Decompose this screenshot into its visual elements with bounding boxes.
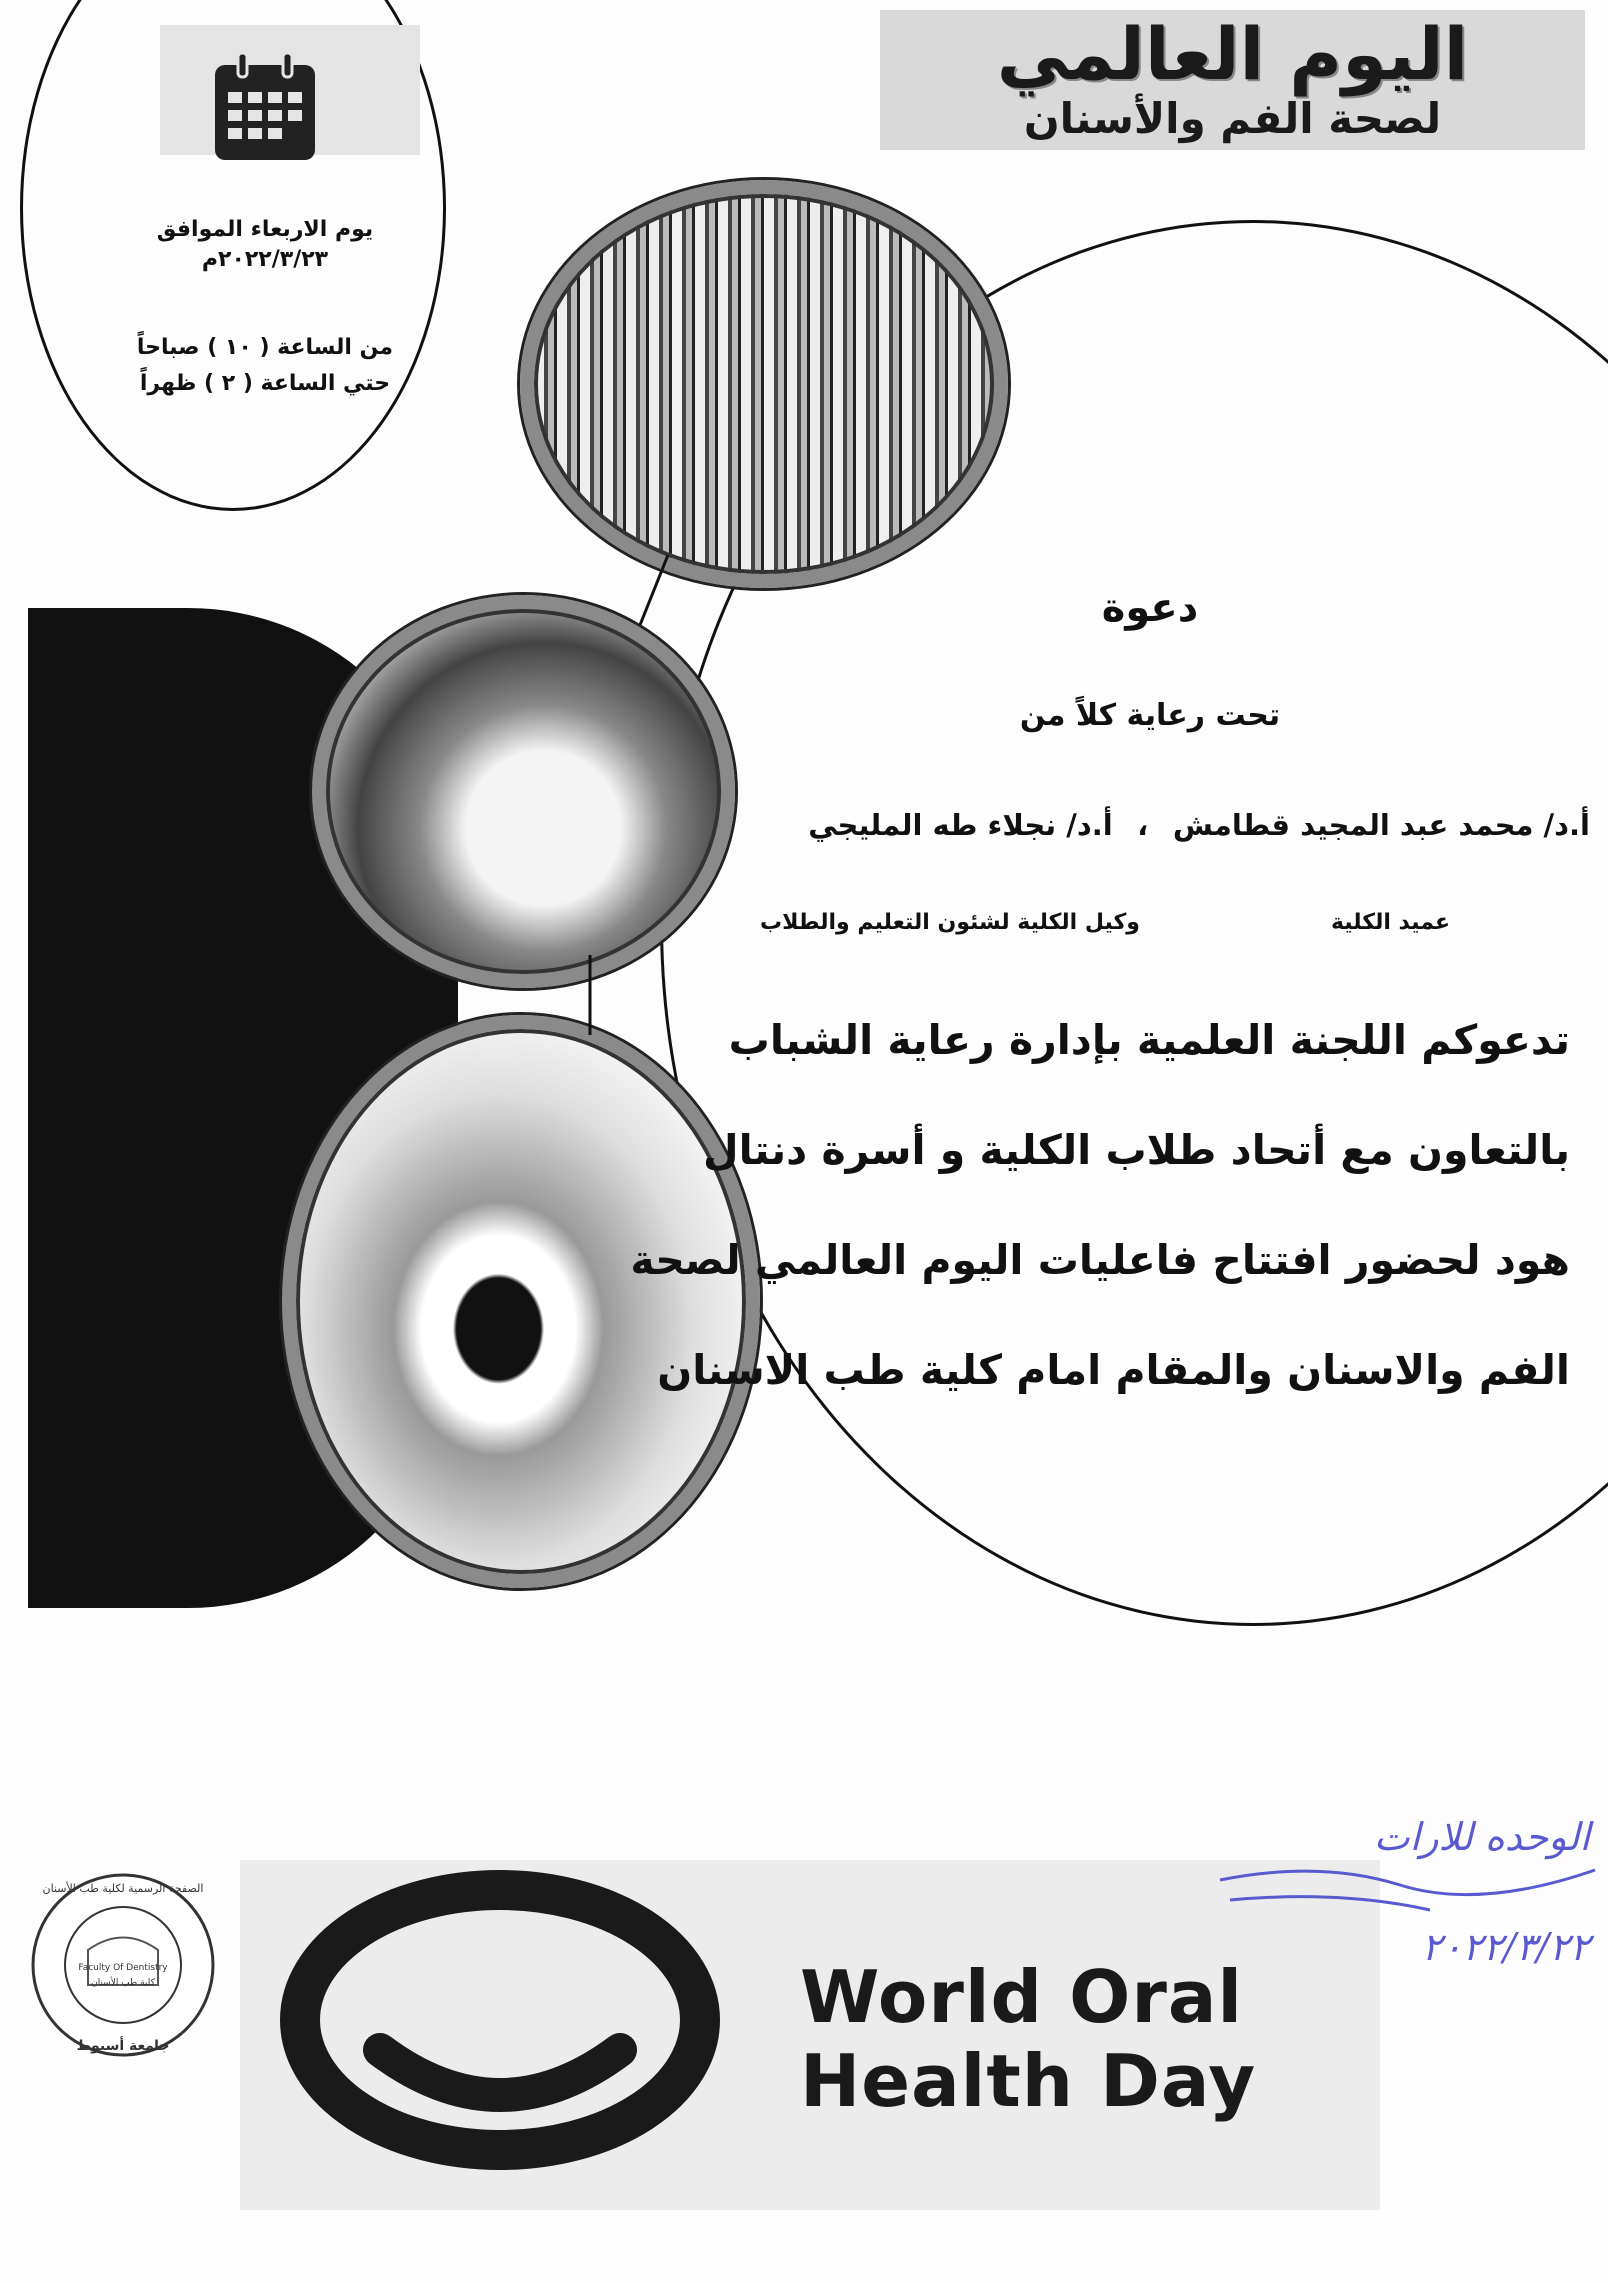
patrons-positions [760, 910, 1450, 935]
patron-position-2: وكيل الكلية لشئون التعليم والطلاب [760, 910, 1140, 935]
event-time-to: حتي الساعة ( ٢ ) ظهراً [139, 371, 391, 396]
patron-name-1: أ.د/ محمد عبد المجيد قطامش [1172, 808, 1590, 842]
wohd-line-1: World Oral [800, 1955, 1244, 2039]
event-date-value: ٢٠٢٢/٣/٢٣م [201, 247, 329, 272]
handwritten-date: ٢٠٢٢/٣/٢٢ [1421, 1925, 1590, 1969]
invitation-body-line: تدعوكم اللجنة العلمية بإدارة رعاية الشباب [728, 1016, 1570, 1064]
patrons-names [760, 808, 1590, 842]
world-oral-health-day-logo [270, 1870, 730, 2180]
event-date [100, 215, 430, 275]
header-title: اليوم العالمي [996, 12, 1469, 96]
seal-center-ar: كلية طب الأسنان [91, 1978, 155, 1988]
faculty-seal [28, 1870, 218, 2060]
names-separator: ، [1137, 808, 1149, 842]
calendar-icon [210, 50, 320, 165]
invitation-heading: دعوة [1101, 585, 1199, 631]
invitation-body-line: هود لحضور افتتاح فاعليات اليوم العالمي لصحة [630, 1236, 1570, 1284]
handwritten-text: الوحده للارات [1373, 1815, 1590, 1859]
patronage-line: تحت رعاية كلاً من [1019, 698, 1281, 733]
event-time [100, 330, 430, 402]
header-subtitle: لصحة الفم والأسنان [1023, 94, 1442, 143]
patron-position-1: عميد الكلية [1330, 910, 1450, 935]
seal-ring-top: الصفحة الرسمية لكلية طب الأسنان [42, 1882, 204, 1895]
invitation-body-line: بالتعاون مع أتحاد طلاب الكلية و أسرة دنتال [703, 1126, 1570, 1174]
wohd-line-2: Health Day [800, 2039, 1257, 2123]
patron-name-2: أ.د/ نجلاء طه المليجي [808, 808, 1113, 842]
header-banner [880, 10, 1585, 150]
handwritten-annotation [1200, 1800, 1600, 1990]
invitation-body-line: الفم والاسنان والمقام امام كلية طب الاسنان [657, 1346, 1570, 1394]
event-day-line: يوم الاربعاء الموافق [156, 217, 374, 242]
event-time-from: من الساعة ( ١٠ ) صباحاً [136, 335, 394, 360]
seal-center-en: Faculty Of Dentistry [78, 1963, 168, 1973]
seal-ring-bottom: جامعة أسيوط [76, 2038, 170, 2054]
